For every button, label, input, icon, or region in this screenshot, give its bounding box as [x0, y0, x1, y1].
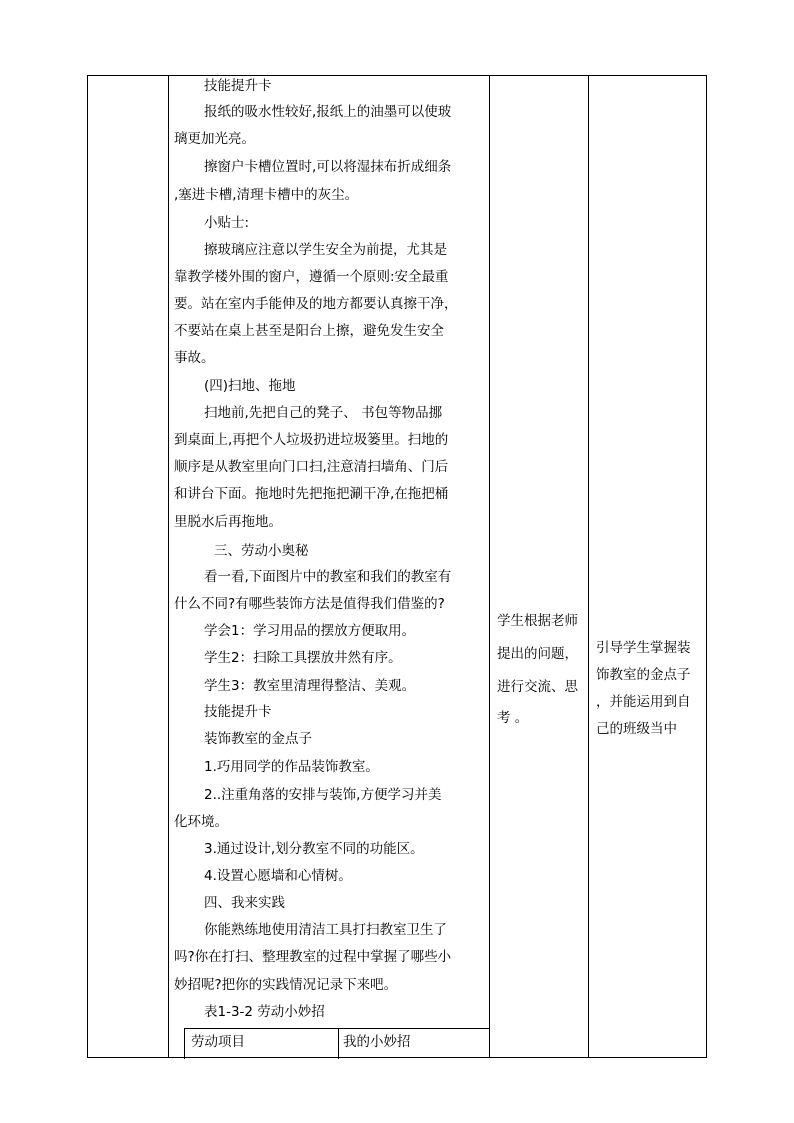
record-table	[184, 1028, 490, 1059]
content-line: 你能熟练地使用清洁工具打扫教室卫生了	[204, 922, 447, 938]
student-activity-line: 考 。	[497, 710, 529, 726]
content-line: 到桌面上,再把个人垃圾扔进垃圾篓里。扫地的	[174, 432, 449, 448]
section-heading: 三、劳动小奥秘	[214, 543, 309, 559]
record-table-header: 我的小妙招	[343, 1034, 411, 1050]
content-line: 技能提升卡	[204, 78, 272, 94]
content-line: 扫地前,先把自己的凳子、 书包等物品挪	[204, 405, 443, 421]
design-intent-line: 引导学生掌握装	[596, 640, 691, 656]
teaching-content-column	[169, 76, 489, 1057]
content-line: 擦玻璃应注意以学生安全为前提，尤其是	[204, 242, 447, 258]
student-activity-line: 学生根据老师	[497, 613, 578, 629]
content-line: 妙招呢?把你的实践情况记录下来吧。	[174, 977, 398, 993]
content-line: 靠教学楼外围的窗户，遵循一个原则:安全最重	[174, 269, 449, 285]
content-line: 里脱水后再拖地。	[174, 514, 282, 530]
content-line: 1.巧用同学的作品装饰教室。	[204, 759, 379, 775]
section-heading: (四)扫地、拖地	[204, 378, 296, 394]
content-line: ,塞进卡槽,清理卡槽中的灰尘。	[174, 187, 359, 203]
section-heading: 四、我来实践	[204, 895, 285, 911]
content-line: 璃更加光亮。	[174, 131, 255, 147]
record-table-header: 劳动项目	[191, 1034, 245, 1050]
content-line: 学生2：扫除工具摆放井然有序。	[204, 650, 402, 666]
content-line: 小贴士:	[204, 215, 250, 231]
content-line: 和讲台下面。拖地时先把拖把涮干净,在拖把桶	[174, 486, 449, 502]
content-line: 学生3：教室里清理得整洁、美观。	[204, 678, 416, 694]
design-intent-line: ，并能运用到自	[596, 694, 691, 710]
content-line: 看一看,下面图片中的教室和我们的教室有	[204, 569, 452, 585]
content-line: 技能提升卡	[204, 704, 272, 720]
content-line: 4.设置心愿墙和心情树。	[204, 868, 352, 884]
content-line: 要。站在室内手能伸及的地方都要认真擦干净，	[174, 296, 458, 312]
content-line: 学会1：学习用品的摆放方便取用。	[204, 623, 416, 639]
content-line: 不要站在桌上甚至是阳台上擦，避免发生安全	[174, 323, 444, 339]
content-line: 吗?你在打扫、整理教室的过程中掌握了哪些小	[174, 949, 452, 965]
content-line: 化环境。	[174, 814, 228, 830]
design-intent-column	[589, 76, 707, 1057]
lesson-plan-table	[87, 75, 707, 1058]
student-activity-column	[490, 76, 588, 1057]
table-caption: 表1-3-2 劳动小妙招	[204, 1004, 325, 1020]
record-table-divider	[338, 1029, 339, 1059]
content-line: 报纸的吸水性较好,报纸上的油墨可以使玻	[204, 104, 452, 120]
design-intent-line: 己的班级当中	[596, 721, 677, 737]
content-line: 顺序是从教室里向门口扫,注意清扫墙角、门后	[174, 459, 449, 475]
student-activity-line: 提出的问题，	[497, 646, 578, 662]
design-intent-line: 饰教室的金点子	[596, 667, 691, 683]
content-line: 什么不同?有哪些装饰方法是值得我们借鉴的?	[174, 596, 445, 612]
content-line: 擦窗户卡槽位置时,可以将湿抹布折成细条	[204, 159, 452, 175]
content-line: 事故。	[174, 350, 215, 366]
content-line: 2..注重角落的安排与装饰,方便学习并美	[204, 787, 442, 803]
student-activity-line: 进行交流、思	[497, 679, 578, 695]
content-line: 3.通过设计,划分教室不同的功能区。	[204, 841, 424, 857]
content-line: 装饰教室的金点子	[204, 731, 312, 747]
